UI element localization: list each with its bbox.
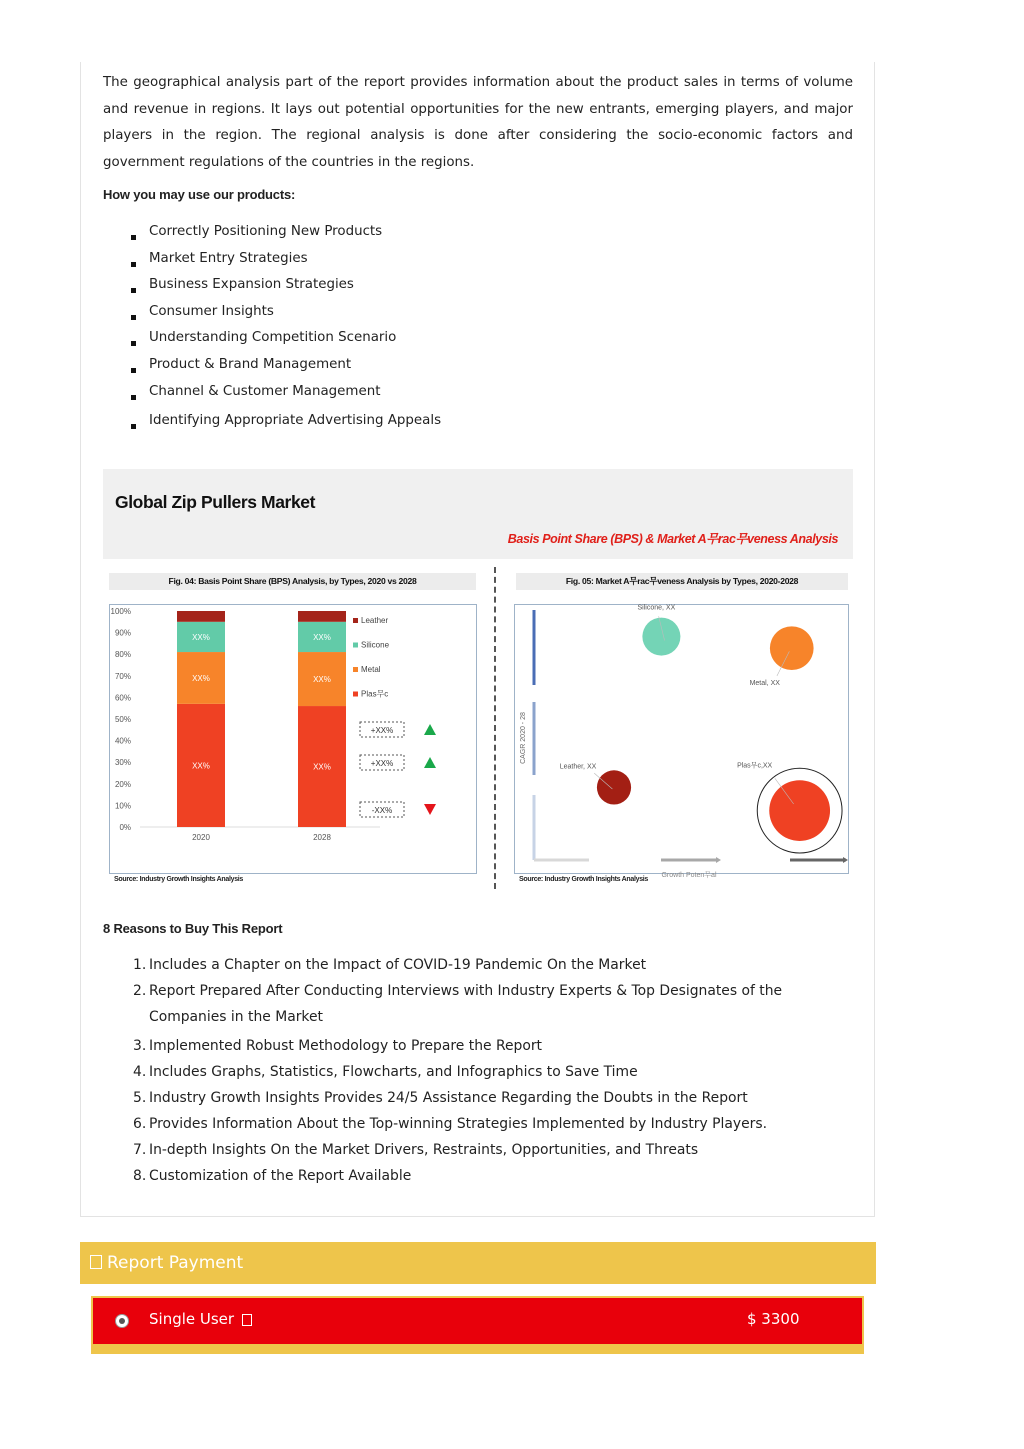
item-number: 6. (133, 1116, 147, 1132)
item-number: 7. (133, 1142, 147, 1158)
attractiveness-chart (514, 604, 849, 879)
bar-data-label: XX% (192, 761, 210, 771)
list-item (128, 352, 441, 379)
attractiveness-chart-svg (515, 604, 848, 879)
item-number: 1. (133, 957, 147, 973)
list-item (128, 408, 441, 435)
x-tick-label: 2028 (313, 833, 331, 842)
list-item (133, 978, 813, 1033)
bubble (642, 618, 680, 656)
list-item (128, 379, 441, 406)
list-item (133, 1085, 813, 1111)
list-item-label: Product & Brand Management (149, 356, 352, 372)
market-title: Global Zip Pullers Market (115, 492, 316, 512)
reasons-list (133, 952, 813, 1189)
uses-heading: How you may use our products: (103, 187, 296, 202)
legend-label: Silicone (361, 640, 390, 650)
list-item-label: Includes a Chapter on the Impact of COVID-19 Pandemic On the Market (149, 957, 647, 973)
bubble (769, 780, 830, 841)
y-axis-label: CAGR 2020 - 28 (520, 712, 527, 764)
y-tick-label: 90% (114, 628, 131, 638)
arrow-down-icon (424, 804, 436, 815)
list-item (133, 1033, 813, 1059)
uses-list (128, 219, 441, 435)
item-number: 8. (133, 1168, 147, 1184)
item-number: 5. (133, 1090, 147, 1106)
report-payment-header (80, 1242, 876, 1284)
list-item-label: Industry Growth Insights Provides 24/5 Assistance Regarding the Doubts in the Report (149, 1090, 748, 1106)
list-item-label: Identifying Appropriate Advertising Appeals (149, 413, 442, 429)
list-item-label: Channel & Customer Management (149, 383, 381, 399)
y-tick-label: 0% (119, 823, 131, 832)
list-item-label: Includes Graphs, Statistics, Flowcharts, and Infographics to Save Time (149, 1064, 638, 1080)
bullet-icon (131, 341, 136, 346)
figure-divider (494, 567, 496, 889)
bullet-icon (131, 288, 136, 293)
radio-selected-icon[interactable] (115, 1314, 129, 1328)
report-payment-title: Report Payment (107, 1253, 244, 1273)
arrow-up-icon (424, 724, 436, 735)
list-item (128, 299, 441, 326)
bar-segment (298, 611, 346, 622)
payment-option-row[interactable] (91, 1296, 864, 1354)
y-tick-label: 60% (114, 693, 131, 703)
list-item-label: Consumer Insights (149, 303, 274, 319)
y-tick-label: 20% (114, 779, 131, 789)
y-tick-label: 70% (114, 671, 131, 681)
fig5-source: Source: Industry Growth Insights Analysis (519, 876, 649, 883)
fig4-source: Source: Industry Growth Insights Analysis (114, 876, 244, 883)
bubble (770, 626, 814, 670)
y-tick-label: 30% (114, 758, 131, 768)
bullet-icon (131, 395, 136, 400)
arrow-right-icon (716, 857, 721, 863)
list-item (133, 1111, 813, 1137)
legend-label: Leather (361, 616, 389, 625)
change-label: +XX% (370, 726, 394, 735)
option-name: Single User (149, 1310, 235, 1328)
bps-chart-svg (110, 605, 476, 873)
list-item-label: Customization of the Report Available (149, 1168, 412, 1184)
arrow-right-icon (843, 857, 848, 863)
arrow-up-icon (424, 757, 436, 768)
change-label: -XX% (371, 806, 393, 815)
list-item (128, 246, 441, 273)
change-label: +XX% (370, 759, 394, 768)
bubble-label: Leather, XX (559, 763, 597, 771)
list-item-label: Business Expansion Strategies (149, 277, 354, 293)
list-item (128, 219, 441, 246)
item-number: 2. (133, 983, 147, 999)
legend-label: Plas무c (361, 689, 389, 699)
list-item (128, 325, 441, 352)
bubble-label: Metal, XX (749, 680, 780, 688)
y-tick-label: 80% (114, 650, 131, 660)
intro-paragraph: The geographical analysis part of the report provides information about the product sales in terms of volume and revenue in regions. It lays out potential opportunities for the new entrants, emerging players, and major players in the region. The regional analysis is done after considering the socio-economic factors and government regulations of the countries in the regions. (103, 75, 853, 170)
single-user-option[interactable] (93, 1298, 862, 1344)
list-item (133, 1059, 813, 1085)
item-number: 4. (133, 1064, 147, 1080)
list-item-label: Report Prepared After Conducting Interviews with Industry Experts & Top Designates of the Companies in the Market (149, 983, 783, 1025)
bullet-icon (131, 424, 136, 429)
bar-data-label: XX% (313, 632, 331, 642)
list-item (133, 1137, 813, 1163)
legend-swatch (353, 692, 358, 697)
bar-data-label: XX% (313, 762, 331, 772)
bar-data-label: XX% (192, 632, 210, 642)
bullet-icon (131, 315, 136, 320)
item-number: 3. (133, 1038, 147, 1054)
list-item (133, 1163, 813, 1189)
fig5-caption: Fig. 05: Market A무rac무veness Analysis by Types, 2020-2028 (516, 573, 848, 590)
y-tick-label: 100% (110, 607, 131, 616)
bubble (597, 770, 631, 804)
list-item-label: Correctly Positioning New Products (149, 224, 383, 239)
bullet-icon (131, 262, 136, 267)
cart-icon (90, 1255, 102, 1269)
list-item-label: Understanding Competition Scenario (149, 330, 397, 346)
legend-swatch (353, 667, 358, 672)
y-tick-label: 50% (114, 715, 131, 724)
list-item-label: Market Entry Strategies (149, 250, 308, 266)
legend-swatch (353, 618, 358, 623)
list-item (133, 952, 813, 978)
bullet-icon (131, 368, 136, 373)
bps-chart (109, 604, 477, 874)
legend-swatch (353, 643, 358, 648)
bullet-icon (131, 235, 136, 240)
list-item-label: Implemented Robust Methodology to Prepare the Report (149, 1038, 543, 1054)
x-tick-label: 2020 (192, 833, 210, 842)
fig4-caption: Fig. 04: Basis Point Share (BPS) Analysis, by Types, 2020 vs 2028 (109, 573, 476, 590)
single-user-label (149, 1310, 252, 1328)
bar-segment (177, 611, 225, 622)
market-banner (103, 469, 853, 559)
y-tick-label: 10% (114, 801, 131, 811)
market-subtitle: Basis Point Share (BPS) & Market A무rac무veness Analysis (507, 532, 838, 546)
legend-label: Metal (361, 665, 381, 674)
list-item-label: Provides Information About the Top-winning Strategies Implemented by Industry Players. (149, 1116, 768, 1132)
bubble-label: Silicone, XX (637, 604, 676, 612)
x-axis-label: Growth Poten무al (661, 872, 717, 879)
reasons-heading: 8 Reasons to Buy This Report (103, 921, 283, 936)
bar-data-label: XX% (313, 675, 331, 685)
y-tick-label: 40% (114, 736, 131, 746)
single-user-price: $ 3300 (747, 1310, 800, 1328)
list-item-label: In-depth Insights On the Market Drivers, Restraints, Opportunities, and Threats (149, 1142, 699, 1158)
info-icon (242, 1314, 252, 1326)
bar-data-label: XX% (192, 673, 210, 683)
list-item (128, 272, 441, 299)
bubble-label: Plas무c,XX (737, 762, 773, 770)
